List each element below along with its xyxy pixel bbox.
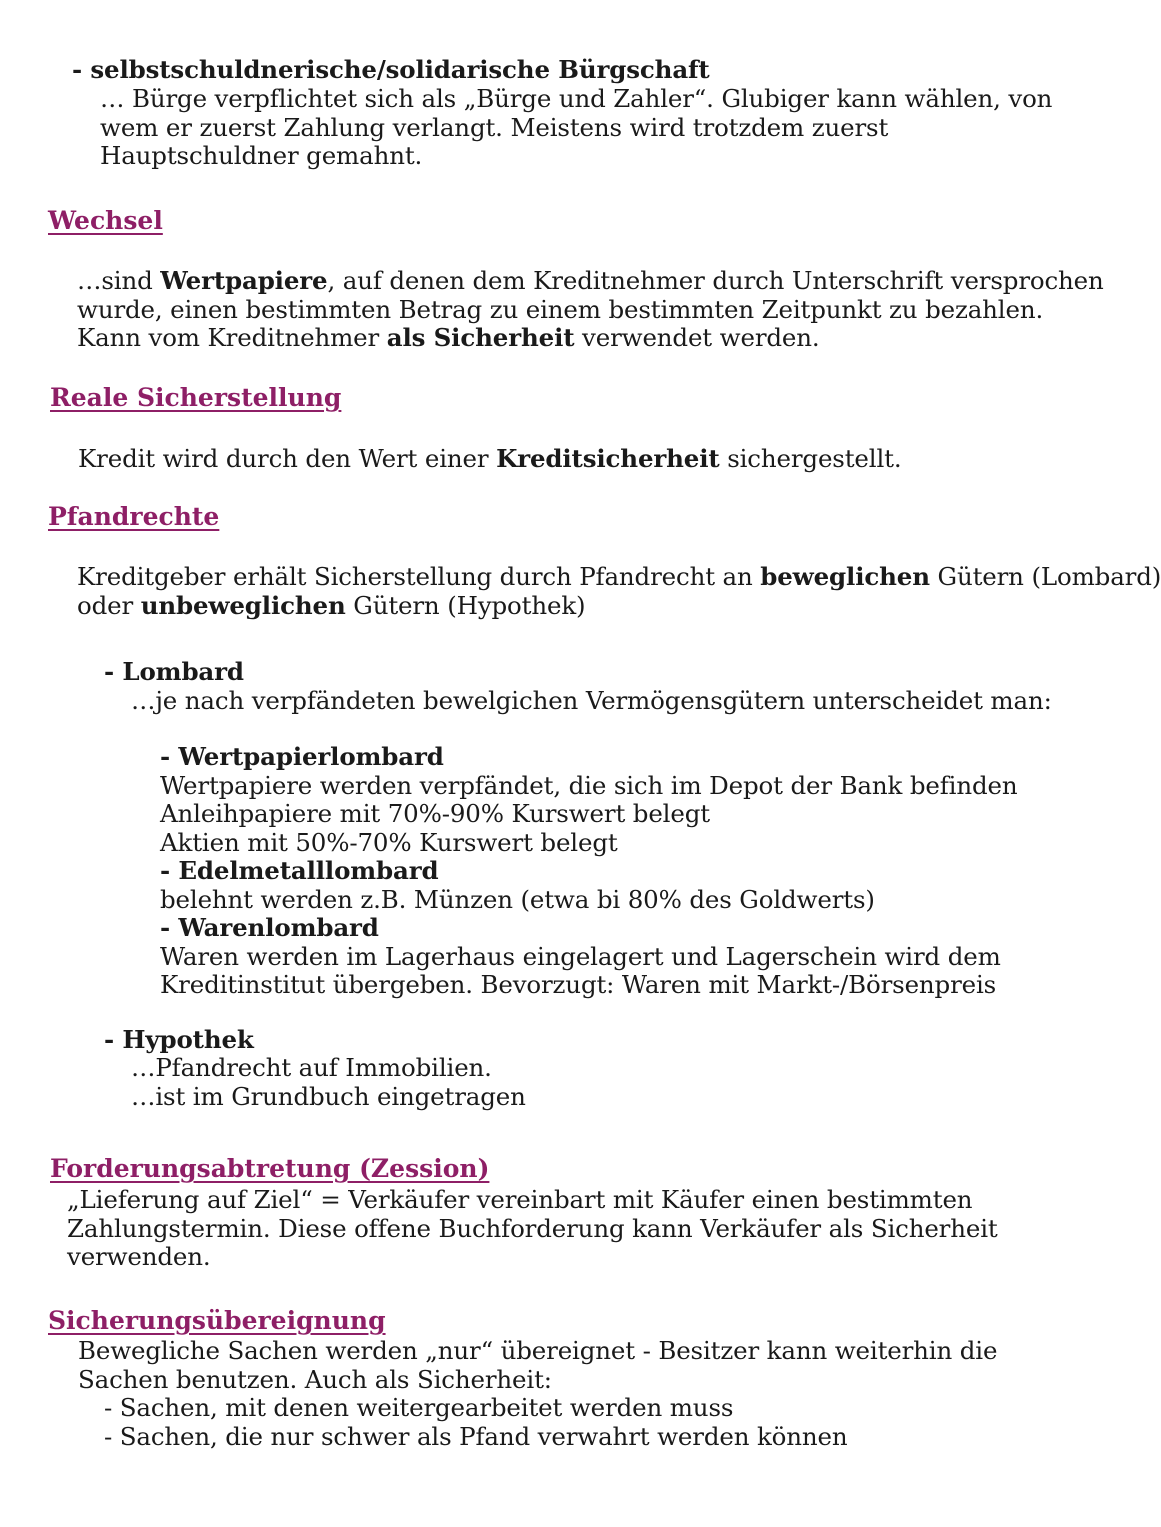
- edelmetalllombard-heading: - Edelmetalllombard: [160, 856, 439, 885]
- wechsel-title: Wechsel: [48, 206, 163, 235]
- lombard-intro: …je nach verpfändeten bewelgichen Vermögensgütern unterscheidet man:: [131, 686, 1052, 715]
- wechsel-line-3: Kann vom Kreditnehmer als Sicherheit verwendet werden.: [77, 323, 820, 352]
- zession-line: verwenden.: [67, 1242, 211, 1271]
- pfandrechte-line-1: Kreditgeber erhält Sicherstellung durch Pfandrecht an beweglichen Gütern (Lombard): [77, 562, 1161, 591]
- sicherung-line: Sachen benutzen. Auch als Sicherheit:: [78, 1364, 552, 1394]
- warenlombard-line: Waren werden im Lagerhaus eingelagert und Lagerschein wird dem: [160, 941, 1001, 971]
- wertpapierlombard-heading: - Wertpapierlombard: [160, 742, 444, 771]
- wertpapierlombard-line: Wertpapiere werden verpfändet, die sich im Depot der Bank befinden: [160, 770, 1018, 800]
- buergschaft-text: [100, 85, 1052, 171]
- buergschaft-line: wem er zuerst Zahlung verlangt. Meistens wird trotzdem zuerst: [100, 112, 889, 142]
- warenlombard-line: Kreditinstitut übergeben. Bevorzugt: Waren mit Markt-/Börsenpreis: [160, 970, 997, 999]
- sicherung-list-item: - Sachen, die nur schwer als Pfand verwahrt werden können: [104, 1421, 848, 1451]
- zession-line: Zahlungstermin. Diese offene Buchforderung kann Verkäufer als Sicherheit: [67, 1213, 998, 1243]
- lombard-types: [160, 743, 1017, 1000]
- zession-line: „Lieferung auf Ziel“ = Verkäufer vereinbart mit Käufer einen bestimmten: [67, 1185, 973, 1214]
- wechsel-line-1: …sind Wertpapiere, auf denen dem Kreditnehmer durch Unterschrift versprochen: [77, 266, 1104, 295]
- zession-title: Forderungsabtretung (Zession): [50, 1154, 490, 1183]
- hypothek-heading: - Hypothek: [104, 1025, 254, 1054]
- wertpapierlombard-line: Anleihpapiere mit 70%-90% Kurswert belegt: [160, 799, 710, 828]
- buergschaft-line: … Bürge verpflichtet sich als „Bürge und Zahler“. Glubiger kann wählen, von: [100, 84, 1053, 113]
- sicherung-text: [78, 1337, 997, 1394]
- hypothek-line: …ist im Grundbuch eingetragen: [131, 1081, 526, 1111]
- edelmetalllombard-line: belehnt werden z.B. Münzen (etwa bi 80% des Goldwerts): [160, 884, 875, 914]
- sicherung-list: [104, 1394, 848, 1451]
- pfandrechte-title: Pfandrechte: [48, 502, 220, 531]
- pfandrechte-line-2: oder unbeweglichen Gütern (Hypothek): [77, 590, 586, 620]
- wechsel-line-2: wurde, einen bestimmten Betrag zu einem bestimmten Zeitpunkt zu bezahlen.: [77, 294, 1044, 324]
- buergschaft-heading: - selbstschuldnerische/solidarische Bürgschaft: [72, 55, 710, 84]
- sicherung-line: Bewegliche Sachen werden „nur“ übereignet - Besitzer kann weiterhin die: [78, 1336, 998, 1365]
- lombard-heading: - Lombard: [104, 657, 244, 686]
- hypothek-line: …Pfandrecht auf Immobilien.: [131, 1053, 492, 1082]
- pfandrechte-text: [77, 563, 1161, 620]
- zession-text: [67, 1186, 998, 1272]
- reale-text: Kredit wird durch den Wert einer Kreditsicherheit sichergestellt.: [78, 444, 902, 473]
- wertpapierlombard-line: Aktien mit 50%-70% Kurswert belegt: [160, 827, 618, 857]
- buergschaft-line: Hauptschuldner gemahnt.: [100, 141, 423, 170]
- warenlombard-heading: - Warenlombard: [160, 913, 379, 942]
- hypothek-text: [131, 1054, 526, 1111]
- reale-title: Reale Sicherstellung: [50, 383, 342, 412]
- sicherung-list-item: - Sachen, mit denen weitergearbeitet werden muss: [104, 1393, 734, 1422]
- wechsel-text: [77, 267, 1104, 353]
- sicherung-title: Sicherungsübereignung: [48, 1306, 386, 1335]
